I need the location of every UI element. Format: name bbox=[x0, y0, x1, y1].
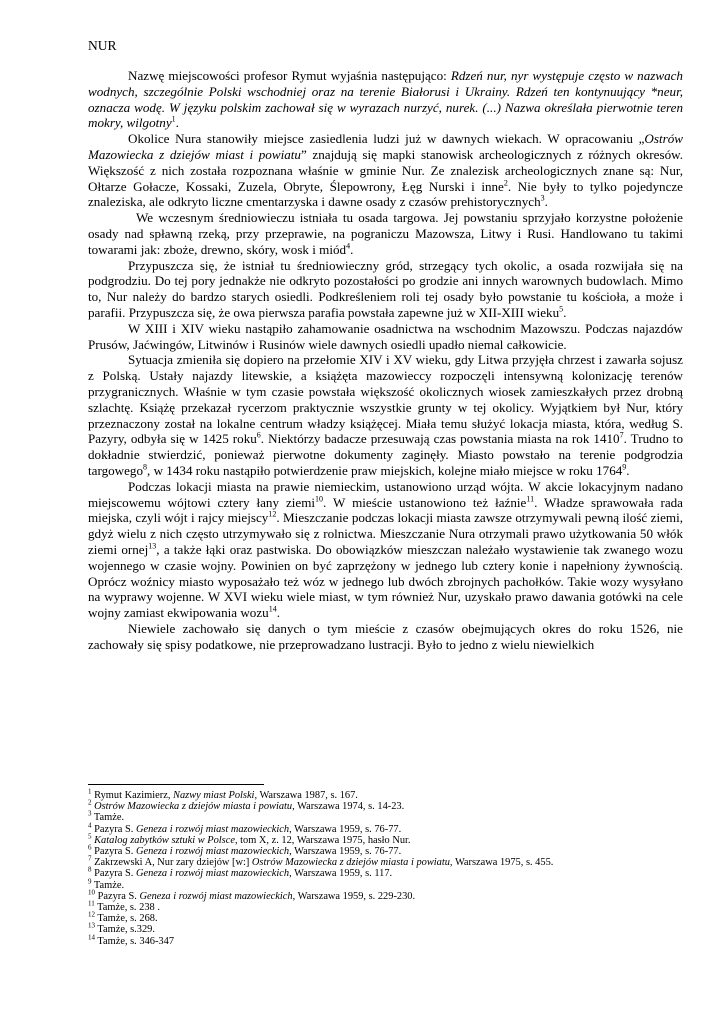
footnote-marker: 13 bbox=[148, 541, 157, 551]
footnote bbox=[88, 899, 683, 914]
text-run: , w 1434 roku nastąpiło potwierdzenie praw miejskich, kolejne miało miejsce w roku 1764 bbox=[147, 462, 623, 478]
footnote bbox=[88, 854, 683, 869]
text-run: Sytuacja zmieniła się dopiero na przełomie XIV i XV wieku, gdy Litwa przyjęła chrzest i zawarła sojusz z Polską. Ustały najazdy litewskie, a książęta mazowieccy rozpoczęli intensywną kolonizację terenów przygranicznych. Właśnie w tym czasie powstała większość okolicznych wiosek zamieszkałych przez drobną szlachtę. Książę przekazał rycerzom praktycznie wszystkie grunty w tej okolicy. Wyjątkiem był Nur, który przeznaczony został na lokalne centrum władzy książęcej. Miała temu służyć lokacja miasta, która, według S. Pazyry, odbyła się w 1425 roku bbox=[88, 352, 683, 447]
footnote-separator bbox=[88, 784, 264, 785]
footnote-marker: 5 bbox=[88, 832, 92, 841]
footnote-marker: 1 bbox=[88, 787, 92, 796]
text-run: Pazyra S. bbox=[95, 890, 140, 902]
italic-text: Katalog zabytków sztuki w Polsce bbox=[94, 834, 235, 846]
footnote bbox=[88, 933, 683, 947]
text-run: Okolice Nura stanowiły miejsce zasiedlenia ludzi już w dawnych wiekach. W opracowaniu „ bbox=[128, 131, 645, 147]
footnote bbox=[88, 921, 683, 936]
footnote-marker: 11 bbox=[88, 899, 95, 908]
italic-text: Ostrów Mazowiecka z dziejów miast i powiatu bbox=[88, 131, 683, 162]
footnote bbox=[88, 910, 683, 925]
footnote bbox=[88, 809, 683, 824]
footnote-marker: 9 bbox=[88, 877, 92, 886]
footnotes bbox=[88, 787, 683, 947]
text-run: Tamże, s. 268. bbox=[95, 913, 158, 925]
text-run: . bbox=[276, 605, 280, 621]
footnote-marker: 2 bbox=[88, 798, 92, 807]
footnote-marker: 12 bbox=[268, 509, 277, 519]
text-run: , Warszawa 1959, s. 229-230. bbox=[292, 890, 416, 902]
text-run: Warszawa 1974, s. 14-23. bbox=[294, 801, 405, 813]
footnote-marker: 8 bbox=[88, 865, 92, 874]
text-run: , tom X, z. 12, Warszawa 1975, hasło Nur. bbox=[234, 834, 411, 846]
text-run: . bbox=[350, 241, 354, 257]
text-run: . Niektórzy badacze przesuwają czas powstania miasta na rok 1410 bbox=[260, 431, 620, 447]
text-run: Tamże. bbox=[91, 812, 125, 824]
text-run: W XIII i XIV wieku nastąpiło zahamowanie osadnictwa na wschodnim Mazowszu. Podczas najazdów Prusów, Jaćwingów, Litwinów i Rusinów wiele dawnych osiedli upadło niemal całkowicie. bbox=[88, 320, 683, 352]
footnote-marker: 5 bbox=[559, 304, 564, 314]
footnote-marker: 7 bbox=[619, 430, 624, 440]
footnote bbox=[88, 877, 683, 891]
footnote-marker: 12 bbox=[88, 910, 95, 919]
footnote-marker: 2 bbox=[503, 178, 508, 188]
paragraph bbox=[88, 621, 683, 653]
text-run: Przypuszcza się, że istniał tu średniowieczny gród, strzegący tych okolic, a osada rozwijała się na podgrodziu. Do tej pory jednakże nie odkryto pozostałości po grodzie ani innych warownych budowlach. Mimo to, Nur należy do bardzo starych osiedli. Podkreśleniem roli tej osady było powstanie tu kościoła, a może i parafii. Przypuszcza się, że owa pierwsza parafia powstała zapewne już w XII-XIII wieku bbox=[88, 257, 683, 320]
text-run: Pazyra S. bbox=[91, 823, 136, 835]
paragraph bbox=[88, 68, 683, 131]
paragraph bbox=[88, 131, 683, 210]
text-run: . bbox=[544, 194, 548, 210]
footnote-marker: 13 bbox=[88, 921, 95, 930]
footnote bbox=[88, 888, 683, 902]
italic-text: Rdzeń nur, nyr występuje często w nazwach wodnych, szczególnie Polski wschodniej oraz na terenie Białorusi i Ukrainy. Rdzeń ten kontynuujący *neur, oznacza wodę. W języku polskim zachował się w wyrazach nurzyć, nurek. (...) Nazwa określała pierwotnie teren mokry, wilgotny bbox=[88, 68, 683, 131]
footnote-marker: 11 bbox=[526, 494, 535, 504]
text-run: We wczesnym średniowieczu istniała tu osada targowa. Jej powstaniu sprzyjało korzystne położenie osady nad spławną rzeką, przy przeprawie, na pograniczu Mazowsza, Litwy i Rusi. Handlowano tu takimi towarami jak: zboże, drewno, skóry, wosk i miód bbox=[88, 210, 683, 257]
footnote-marker: 4 bbox=[346, 241, 351, 251]
italic-text: Geneza i rozwój miast mazowieckich bbox=[135, 868, 290, 880]
text-run: , Warszawa 1959, s. 76-77. bbox=[289, 823, 402, 835]
italic-text: Ostrów Mazowiecka z dziejów miasta i powiatu, bbox=[94, 801, 295, 813]
text-run: . Mieszczanie podczas lokacji miasta zawsze otrzymywali pewną ilość ziemi, gdyż wielu z nich często utrzymywało się z rolnictwa. Mieszczanie Nura otrzymali prawo użytkowania 50 włók ziemi ornej bbox=[88, 510, 684, 557]
text-run: Pazyra S. bbox=[91, 868, 136, 880]
italic-text: Geneza i rozwój miast mazowieckich bbox=[139, 890, 293, 902]
paragraph bbox=[88, 352, 683, 478]
footnote bbox=[88, 843, 683, 858]
italic-text: Nazwy miast Polski, bbox=[173, 790, 258, 801]
footnote-marker: 3 bbox=[540, 194, 545, 204]
italic-text: Geneza i rozwój miast mazowieckich bbox=[135, 823, 290, 835]
italic-text: Geneza i rozwój miast mazowieckich bbox=[135, 846, 290, 858]
italic-text: Ostrów Mazowiecka z dziejów miasta i powiatu, bbox=[251, 857, 453, 869]
paragraph bbox=[88, 321, 683, 353]
footnote-marker: 3 bbox=[88, 809, 92, 818]
paragraph bbox=[88, 210, 683, 257]
text-run: Pazyra S. bbox=[91, 846, 136, 858]
footnote-marker: 1 bbox=[171, 115, 176, 125]
text-run: Tamże, s. 238 . bbox=[94, 902, 160, 914]
body-text bbox=[88, 68, 683, 652]
footnote-marker: 6 bbox=[256, 430, 261, 440]
text-run: Zakrzewski A, Nur zary dziejów [w:] bbox=[91, 857, 252, 869]
footnote-marker: 14 bbox=[88, 933, 95, 942]
text-run: ” znajdują się mapki stanowisk archeologicznych z różnych okresów. Większość z nich została rozpoznana właśnie w gminie Nur. Ze znalezisk archeologicznych znane są: Nur, Ołtarze Gołacze, Kossaki, Zuzela, Obryte, Ślepowrony, Łęg Nurski i inne bbox=[88, 146, 683, 194]
footnote-marker: 4 bbox=[88, 821, 92, 830]
text-run: Rymut Kazimierz, bbox=[91, 790, 174, 801]
footnote-marker: 7 bbox=[88, 854, 92, 863]
footnote-marker: 6 bbox=[88, 843, 92, 852]
text-run: . Trudno to dokładnie stwierdzić, ponieważ pierwotne dokumenty zaginęły. Miasto powstało na terenie podgrodzia targowego bbox=[88, 431, 683, 478]
footnote-marker: 14 bbox=[268, 604, 277, 614]
text-run: Tamże. bbox=[91, 879, 125, 891]
text-run: . W mieście ustanowiono też łaźnie bbox=[323, 494, 527, 510]
text-run: . bbox=[563, 304, 567, 320]
paragraph bbox=[88, 479, 683, 621]
footnote-marker: 9 bbox=[622, 462, 627, 472]
text-run: Podczas lokacji miasta na prawie niemieckim, ustanowiono urząd wójta. W akcie lokacyjnym nadano miejscowemu wójtowi cztery łany ziemi bbox=[88, 478, 683, 510]
text-run: Warszawa 1975, s. 455. bbox=[452, 857, 554, 869]
text-run: Tamże, s.329. bbox=[95, 924, 155, 936]
footnote-marker: 10 bbox=[88, 888, 95, 897]
text-run: . bbox=[175, 115, 179, 131]
text-run: , Warszawa 1959, s. 76-77. bbox=[289, 846, 402, 858]
text-run: , a także łąki oraz pastwiska. Do obowiązków mieszczan należało wystawienie tak zwanego wozu wojennego w czasie wojny. Powinien on być zaprzężony w jednego lub cztery konie i napełniony żywnością. Oprócz woźnicy miasto wyposażało też wóz w jednego lub dwóch zbrojnych pachołków. Takie wozy wysyłano na wyprawy wojenne. W XVI wieku wiele miast, w tym również Nur, uzyskało prawo dawania gotówki na cele wojny zamiast ekwipowania wozu bbox=[88, 541, 683, 621]
footnote bbox=[88, 821, 683, 835]
text-run: . Władze sprawowała rada miejska, czyli wójt i rajcy miejscy bbox=[88, 494, 683, 526]
footnote-marker: 10 bbox=[315, 494, 324, 504]
text-run: . Nie były to tylko pojedyncze znaleziska, ale odkryto liczne cmentarzyska i dawne osady z czasów prehistorycznych bbox=[88, 178, 683, 210]
footnote bbox=[88, 798, 683, 813]
text-run: Nazwę miejscowości profesor Rymut wyjaśnia następująco: bbox=[128, 68, 451, 83]
page-header: NUR bbox=[88, 38, 117, 53]
paragraph bbox=[88, 258, 683, 321]
text-run: Warszawa 1987, s. 167. bbox=[257, 790, 358, 801]
text-run: Tamże, s. 346-347 bbox=[95, 935, 175, 947]
text-run: , Warszawa 1959, s. 117. bbox=[289, 868, 393, 880]
footnote bbox=[88, 865, 683, 880]
text-run: Niewiele zachowało się danych o tym mieście z czasów obejmujących okres do roku 1526, nie zachowały się spisy podatkowe, nie przeprowadzano lustracji. Było to jedno z wielu niewielkich bbox=[88, 620, 683, 652]
footnote bbox=[88, 787, 683, 801]
text-run: . bbox=[626, 462, 630, 478]
footnote-marker: 8 bbox=[143, 462, 148, 472]
footnote bbox=[88, 832, 683, 846]
